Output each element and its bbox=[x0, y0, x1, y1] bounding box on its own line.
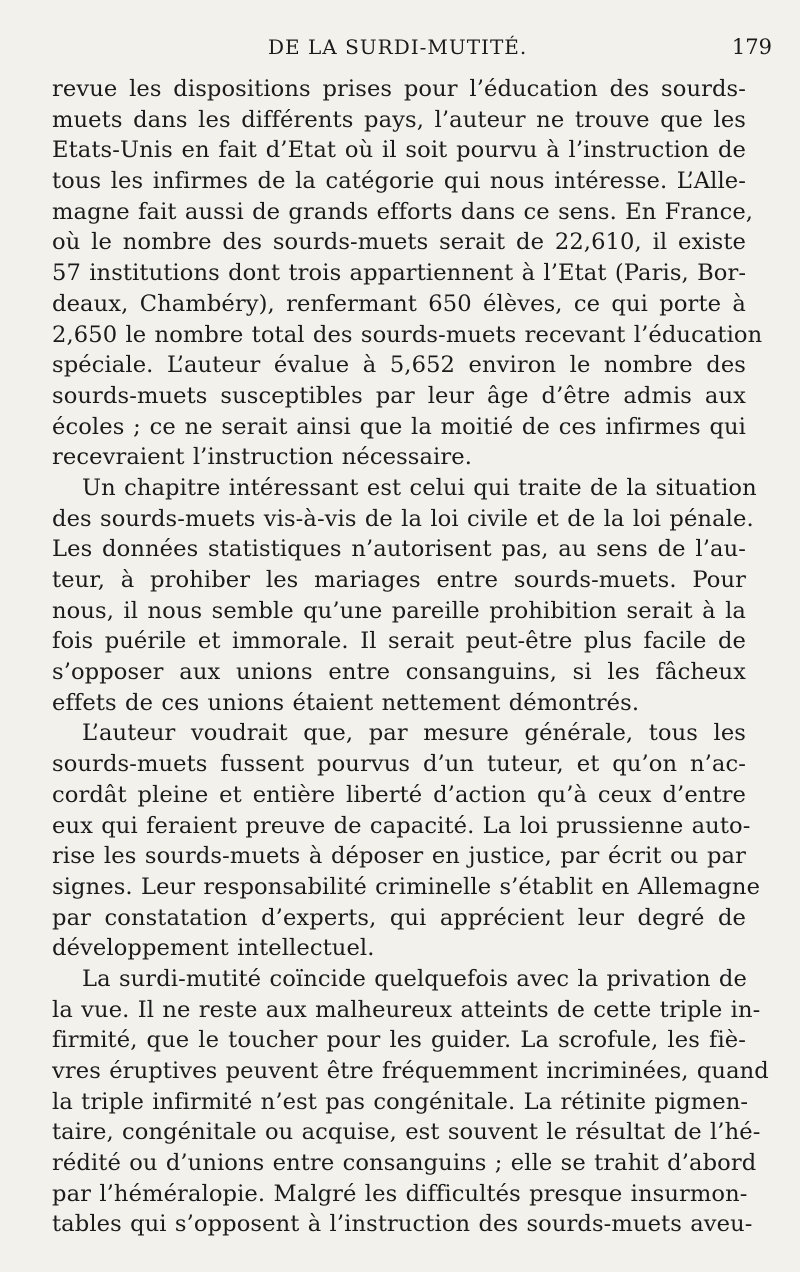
paragraph-3 bbox=[52, 718, 761, 964]
text-line: eux qui feraient preuve de capacité. La loi prussienne auto- bbox=[52, 812, 751, 839]
text-line: la triple infirmité n’est pas congénitale. La rétinite pigmen- bbox=[52, 1088, 749, 1115]
text-line: firmité, que le toucher pour les guider. La scrofule, les fiè- bbox=[52, 1027, 746, 1054]
text-line: spéciale. L’auteur évalue à 5,652 environ le nombre des bbox=[52, 352, 746, 379]
page-number: 179 bbox=[731, 35, 772, 59]
body-text bbox=[52, 74, 769, 1240]
text-line: vres éruptives peuvent être fréquemment incriminées, quand bbox=[52, 1058, 769, 1084]
text-line: tables qui s’opposent à l’instruction des sourds-muets aveu- bbox=[52, 1211, 753, 1238]
text-line: Les données statistiques n’autorisent pas, au sens de l’au- bbox=[52, 536, 746, 563]
text-line: recevraient l’instruction nécessaire. bbox=[52, 444, 473, 471]
text-line: Etats-Unis en fait d’Etat où il soit pourvu à l’instruction de bbox=[52, 137, 746, 164]
text-line: revue les dispositions prises pour l’éducation des sourds- bbox=[52, 76, 746, 102]
text-line: fois puérile et immorale. Il serait peut-être plus facile de bbox=[52, 628, 746, 655]
text-line: sourds-muets susceptibles par leur âge d’être admis aux bbox=[52, 382, 746, 409]
text-line: écoles ; ce ne serait ainsi que la moitié de ces infirmes qui bbox=[52, 413, 746, 440]
text-line: nous, il nous semble qu’une pareille prohibition serait à la bbox=[52, 597, 746, 624]
text-line: effets de ces unions étaient nettement démontrés. bbox=[52, 689, 640, 716]
text-line: par l’héméralopie. Malgré les difficultés presque insurmon- bbox=[52, 1180, 748, 1207]
text-line: rise les sourds-muets à déposer en justice, par écrit ou par bbox=[52, 843, 746, 870]
text-line: magne fait aussi de grands efforts dans ce sens. En France, bbox=[52, 198, 754, 225]
text-line: la vue. Il ne reste aux malheureux atteints de cette triple in- bbox=[52, 996, 761, 1023]
text-line: cordât pleine et entière liberté d’action qu’à ceux d’entre bbox=[52, 781, 746, 808]
text-line: rédité ou d’unions entre consanguins ; elle se trahit d’abord bbox=[52, 1150, 757, 1177]
text-line: par constatation d’experts, qui apprécient leur degré de bbox=[52, 904, 746, 931]
text-line: 57 institutions dont trois appartiennent à l’Etat (Paris, Bor- bbox=[52, 260, 747, 287]
text-line: sourds-muets fussent pourvus d’un tuteur, et qu’on n’ac- bbox=[52, 751, 746, 778]
text-line: 2,650 le nombre total des sourds-muets recevant l’éducation bbox=[52, 321, 763, 348]
text-line: Un chapitre intéressant est celui qui traite de la situation bbox=[82, 474, 757, 501]
text-line: La surdi-mutité coïncide quelquefois avec la privation de bbox=[82, 965, 747, 992]
text-line: L’auteur voudrait que, par mesure générale, tous les bbox=[82, 720, 746, 747]
text-line: teur, à prohiber les mariages entre sourds-muets. Pour bbox=[52, 567, 746, 593]
text-line: tous les infirmes de la catégorie qui nous intéresse. L’Alle- bbox=[52, 168, 746, 195]
running-title: DE LA SURDI-MUTITÉ. bbox=[268, 35, 528, 59]
text-line: où le nombre des sourds-muets serait de 22,610, il existe bbox=[52, 229, 746, 256]
text-line: des sourds-muets vis-à-vis de la loi civile et de la loi pénale. bbox=[52, 505, 754, 532]
text-line: développement intellectuel. bbox=[52, 935, 375, 962]
text-line: muets dans les différents pays, l’auteur ne trouve que les bbox=[52, 106, 746, 133]
paragraph-4 bbox=[52, 964, 769, 1240]
page-header bbox=[0, 35, 800, 63]
paragraph-1 bbox=[52, 74, 763, 473]
text-line: signes. Leur responsabilité criminelle s’établit en Allemagne bbox=[52, 873, 761, 900]
text-line: deaux, Chambéry), renfermant 650 élèves, ce qui porte à bbox=[52, 290, 746, 317]
text-line: taire, congénitale ou acquise, est souvent le résultat de l’hé- bbox=[52, 1119, 761, 1146]
paragraph-2 bbox=[52, 473, 757, 719]
text-line: s’opposer aux unions entre consanguins, si les fâcheux bbox=[52, 659, 746, 686]
